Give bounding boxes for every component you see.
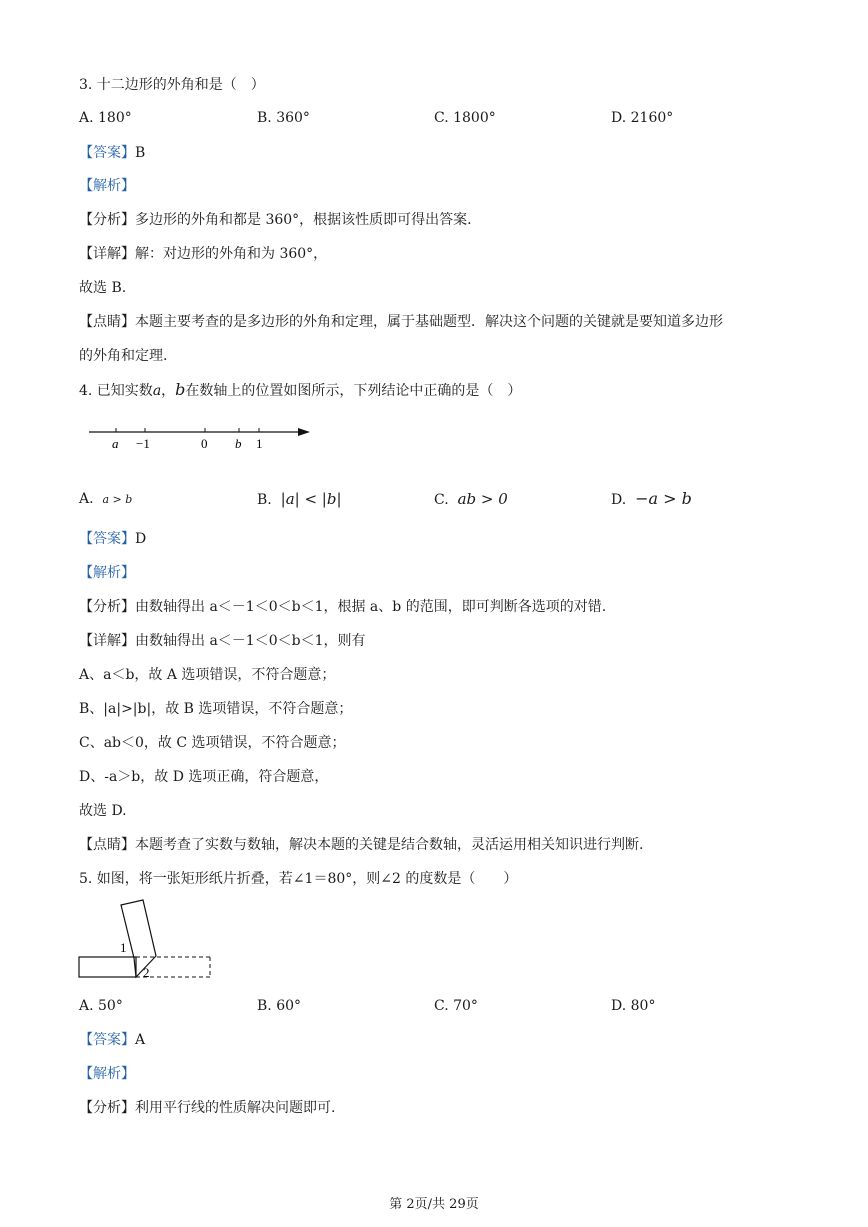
q4-item-c: C、ab＜0，故 C 选项错误，不符合题意； xyxy=(79,735,346,751)
q5-option-a: A. 50° xyxy=(79,998,123,1014)
q4-var-b: b xyxy=(175,380,186,399)
q5-options xyxy=(79,996,799,1016)
analysis-tag: 【解析】 xyxy=(79,565,135,581)
q4-dianjing xyxy=(79,835,643,855)
q4-option-d-expr: −a > b xyxy=(635,489,692,508)
folded-rectangle-figure xyxy=(76,898,226,988)
analysis-tag: 【解析】 xyxy=(79,178,135,194)
fenxi-text: 由数轴得出 a＜－1＜0＜b＜1，根据 a、b 的范围，即可判断各选项的对错. xyxy=(135,599,607,615)
dianjing-tag: 【点睛】 xyxy=(79,314,135,330)
q4-fenxi xyxy=(79,597,606,617)
page-footer: 第 2页/共 29页 xyxy=(389,1197,479,1212)
q4-var-a: a xyxy=(152,383,162,399)
xiangjie-tag: 【详解】 xyxy=(79,246,135,262)
dianjing-tag: 【点睛】 xyxy=(79,837,135,853)
q4-stem xyxy=(79,380,521,401)
answer-tag: 【答案】 xyxy=(79,145,135,161)
q5-stem: 5. 如图，将一张矩形纸片折叠，若∠1＝80°，则∠2 的度数是（ ） xyxy=(79,871,518,887)
dianjing-text: 本题考查了实数与数轴，解决本题的关键是结合数轴，灵活运用相关知识进行判断. xyxy=(135,837,644,853)
q4-option-a xyxy=(79,489,132,510)
q4-option-a-expr: a > b xyxy=(102,493,133,506)
q3-xiangjie xyxy=(79,244,327,264)
q4-stem-part1: 4. 已知实数 xyxy=(79,383,153,399)
analysis-tag: 【解析】 xyxy=(79,1066,135,1082)
answer-tag: 【答案】 xyxy=(79,1032,135,1048)
q4-stem-part2: 在数轴上的位置如图所示，下列结论中正确的是（ ） xyxy=(185,383,522,399)
q3-option-b: B. 360° xyxy=(257,110,310,126)
q4-options xyxy=(79,489,799,509)
number-line-figure xyxy=(86,418,326,458)
q5-option-b: B. 60° xyxy=(257,998,302,1014)
answer-value: D xyxy=(135,531,147,547)
q4-option-d-letter: D. xyxy=(611,492,627,508)
q3-stem: 3. 十二边形的外角和是（ ） xyxy=(79,77,265,93)
q4-option-a-letter: A. xyxy=(79,491,94,507)
q4-item-a: A、a＜b，故 A 选项错误，不符合题意； xyxy=(79,667,336,683)
q3-option-c: C. 1800° xyxy=(434,110,496,126)
q3-answer xyxy=(79,143,145,163)
q3-analysis-heading xyxy=(79,176,135,196)
q4-option-b xyxy=(257,489,342,510)
answer-value: B xyxy=(135,145,146,161)
q4-option-c-letter: C. xyxy=(434,492,449,508)
xiangjie-text: 解：对边形的外角和为 360°， xyxy=(135,246,328,262)
q4-option-c xyxy=(434,489,508,510)
folded-flap xyxy=(121,900,156,977)
q5-analysis-heading xyxy=(79,1064,135,1084)
fenxi-tag: 【分析】 xyxy=(79,212,135,228)
q4-option-b-letter: B. xyxy=(257,492,272,508)
q3-options xyxy=(79,108,799,128)
q4-answer xyxy=(79,529,146,549)
angle-1-label: 1 xyxy=(120,940,127,955)
q5-answer xyxy=(79,1030,145,1050)
fenxi-tag: 【分析】 xyxy=(79,599,135,615)
q3-fenxi xyxy=(79,210,472,230)
q3-dianjing-cont: 的外角和定理. xyxy=(79,348,168,364)
q4-item-d: D、-a＞b，故 D 选项正确，符合题意， xyxy=(79,769,329,785)
answer-tag: 【答案】 xyxy=(79,531,135,547)
q3-dianjing xyxy=(79,312,723,332)
q5-option-c: C. 70° xyxy=(434,998,478,1014)
q4-conclusion: 故选 D. xyxy=(79,803,127,819)
answer-value: A xyxy=(135,1032,146,1048)
fenxi-tag: 【分析】 xyxy=(79,1100,135,1116)
label-0: 0 xyxy=(201,436,208,451)
q4-analysis-heading xyxy=(79,563,135,583)
q4-option-d xyxy=(611,489,692,510)
q3-option-a: A. 180° xyxy=(79,110,132,126)
label-neg1: −1 xyxy=(136,436,150,451)
label-b: b xyxy=(235,436,242,451)
q4-stem-sep: ， xyxy=(161,383,176,399)
number-line-arrow xyxy=(298,428,310,436)
xiangjie-tag: 【详解】 xyxy=(79,633,135,649)
q5-fenxi xyxy=(79,1098,335,1118)
q4-option-b-expr: |a| < |b| xyxy=(280,490,342,508)
q3-conclusion: 故选 B. xyxy=(79,280,127,296)
q4-xiangjie xyxy=(79,631,365,651)
q3-option-d: D. 2160° xyxy=(611,110,674,126)
rectangle-left-part xyxy=(79,957,136,977)
angle-2-label: 2 xyxy=(143,965,150,980)
q4-option-c-expr: ab > 0 xyxy=(457,490,508,508)
dianjing-text: 本题主要考查的是多边形的外角和定理，属于基础题型．解决这个问题的关键就是要知道多边形 xyxy=(135,314,723,330)
label-1: 1 xyxy=(256,436,263,451)
q5-option-d: D. 80° xyxy=(611,998,656,1014)
fenxi-text: 利用平行线的性质解决问题即可. xyxy=(135,1100,336,1116)
label-a: a xyxy=(112,436,119,451)
fenxi-text: 多边形的外角和都是 360°，根据该性质即可得出答案. xyxy=(135,212,472,228)
xiangjie-text: 由数轴得出 a＜－1＜0＜b＜1，则有 xyxy=(135,633,366,649)
q4-item-b: B、|a|>|b|，故 B 选项错误，不符合题意； xyxy=(79,701,353,717)
